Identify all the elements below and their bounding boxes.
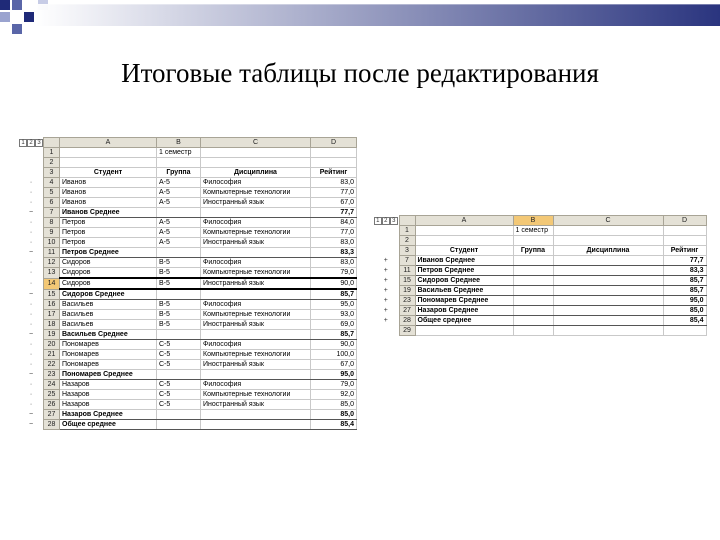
row-header[interactable]: 5 — [44, 188, 60, 198]
row-header[interactable]: 12 — [44, 258, 60, 268]
cell-student[interactable]: Назаров — [60, 400, 157, 410]
row-header[interactable]: 17 — [44, 310, 60, 320]
cell-group[interactable]: С-5 — [157, 350, 201, 360]
cell-discipline[interactable]: Философия — [201, 300, 311, 310]
table-row — [19, 310, 357, 320]
cell-rating[interactable]: 77,7 — [311, 208, 357, 218]
cell-student[interactable] — [415, 326, 513, 336]
cell-student[interactable]: Пономарев — [60, 340, 157, 350]
table-row — [19, 258, 357, 268]
cell-group[interactable]: С-5 — [157, 340, 201, 350]
cell-student[interactable]: Васильев Среднее — [415, 286, 513, 296]
cell-group[interactable]: В-5 — [157, 268, 201, 279]
row-header[interactable]: 13 — [44, 268, 60, 279]
row-header[interactable]: 25 — [44, 390, 60, 400]
cell-discipline[interactable] — [201, 330, 311, 340]
cell-student[interactable]: Назаров — [60, 390, 157, 400]
outline-toggle[interactable]: + — [373, 296, 399, 306]
cell-group[interactable] — [513, 306, 553, 316]
cell-group[interactable]: 1 семестр — [513, 226, 553, 236]
cell-student[interactable] — [60, 148, 157, 158]
outline-level-2-button[interactable]: 2 — [382, 217, 390, 225]
row-header[interactable]: 27 — [399, 306, 415, 316]
cell-rating[interactable]: 77,7 — [663, 256, 706, 266]
outline-toggle: · — [19, 278, 44, 289]
cell-group[interactable]: А-5 — [157, 238, 201, 248]
cell-group[interactable] — [513, 316, 553, 326]
cell-rating[interactable] — [311, 158, 357, 168]
outline-level-buttons[interactable] — [19, 138, 44, 148]
cell-discipline[interactable] — [201, 289, 311, 300]
cell-student[interactable]: Сидоров — [60, 268, 157, 279]
outline-toggle — [373, 246, 399, 256]
outline-toggle — [19, 168, 44, 178]
row-header[interactable]: 27 — [44, 410, 60, 420]
table-row — [19, 188, 357, 198]
cell-group[interactable] — [157, 330, 201, 340]
outline-level-1-button[interactable]: 1 — [374, 217, 382, 225]
cell-discipline[interactable]: Компьютерные технологии — [201, 390, 311, 400]
cell-rating[interactable]: 83,0 — [311, 238, 357, 248]
cell-group[interactable]: В-5 — [157, 258, 201, 268]
table-row — [373, 276, 706, 286]
cell-student[interactable]: Пономарев — [60, 350, 157, 360]
table-row — [19, 340, 357, 350]
cell-student[interactable]: Пономарев — [60, 360, 157, 370]
outline-toggle: · — [19, 310, 44, 320]
cell-student[interactable]: Общее среднее — [415, 316, 513, 326]
outline-toggle[interactable]: − — [19, 410, 44, 420]
cell-discipline[interactable]: Иностранный язык — [201, 400, 311, 410]
table-row — [19, 360, 357, 370]
cell-rating[interactable]: 84,0 — [311, 218, 357, 228]
cell-discipline[interactable] — [553, 236, 663, 246]
row-header[interactable]: 10 — [44, 238, 60, 248]
outline-toggle — [373, 326, 399, 336]
outline-toggle[interactable]: − — [19, 370, 44, 380]
cell-group[interactable] — [157, 248, 201, 258]
table-row — [19, 320, 357, 330]
row-header[interactable]: 29 — [399, 326, 415, 336]
table-row — [19, 278, 357, 289]
row-header[interactable]: 3 — [399, 246, 415, 256]
cell-rating[interactable]: 77,0 — [311, 188, 357, 198]
column-header-c[interactable]: C — [553, 216, 663, 226]
column-header-b[interactable]: B — [157, 138, 201, 148]
cell-discipline[interactable]: Дисциплина — [553, 246, 663, 256]
outline-toggle[interactable]: − — [19, 330, 44, 340]
cell-discipline[interactable] — [201, 370, 311, 380]
cell-discipline[interactable]: Философия — [201, 380, 311, 390]
column-header-c[interactable]: C — [201, 138, 311, 148]
cell-rating[interactable]: 83,0 — [311, 258, 357, 268]
column-header-b[interactable]: B — [513, 216, 553, 226]
table-row — [19, 400, 357, 410]
row-header[interactable]: 9 — [44, 228, 60, 238]
table-row — [19, 380, 357, 390]
cell-group[interactable]: С-5 — [157, 380, 201, 390]
column-header-a[interactable]: A — [415, 216, 513, 226]
table-row — [19, 228, 357, 238]
table-row — [373, 246, 706, 256]
cell-student[interactable]: Петров — [60, 228, 157, 238]
cell-student[interactable]: Назаров Среднее — [415, 306, 513, 316]
table-row — [19, 208, 357, 218]
cell-rating[interactable]: 92,0 — [311, 390, 357, 400]
column-header-d[interactable]: D — [663, 216, 706, 226]
cell-student[interactable]: Петров — [60, 218, 157, 228]
cell-rating[interactable]: 79,0 — [311, 380, 357, 390]
row-header[interactable]: 18 — [44, 320, 60, 330]
cell-student[interactable]: Васильев — [60, 310, 157, 320]
outline-toggle: · — [19, 380, 44, 390]
cell-group[interactable]: А-5 — [157, 228, 201, 238]
outline-toggle: · — [19, 218, 44, 228]
cell-rating[interactable]: 85,7 — [663, 276, 706, 286]
cell-student[interactable]: Петров Среднее — [415, 266, 513, 276]
outline-toggle — [19, 158, 44, 168]
cell-discipline[interactable] — [201, 248, 311, 258]
cell-discipline[interactable]: Иностранный язык — [201, 360, 311, 370]
table-row — [19, 289, 357, 300]
cell-discipline[interactable]: Компьютерные технологии — [201, 228, 311, 238]
cell-student[interactable]: Пономарев Среднее — [415, 296, 513, 306]
cell-student[interactable] — [415, 226, 513, 236]
cell-group[interactable]: А-5 — [157, 178, 201, 188]
cell-rating[interactable]: 67,0 — [311, 360, 357, 370]
row-header[interactable]: 1 — [399, 226, 415, 236]
outline-toggle: · — [19, 188, 44, 198]
cell-rating[interactable]: Рейтинг — [663, 246, 706, 256]
row-header[interactable]: 15 — [399, 276, 415, 286]
cell-group[interactable]: А-5 — [157, 188, 201, 198]
outline-toggle[interactable]: + — [373, 306, 399, 316]
cell-student[interactable]: Назаров — [60, 380, 157, 390]
row-header[interactable]: 3 — [44, 168, 60, 178]
table-row — [373, 226, 706, 236]
cell-rating[interactable]: 100,0 — [311, 350, 357, 360]
cell-rating[interactable]: 83,3 — [311, 248, 357, 258]
cell-student[interactable]: Назаров Среднее — [60, 410, 157, 420]
outline-level-1-button[interactable]: 1 — [19, 139, 27, 147]
cell-discipline[interactable]: Философия — [201, 258, 311, 268]
cell-student[interactable] — [415, 236, 513, 246]
cell-group[interactable] — [157, 370, 201, 380]
outline-toggle: · — [19, 350, 44, 360]
cell-student[interactable]: Студент — [60, 168, 157, 178]
table-row — [19, 300, 357, 310]
cell-group[interactable] — [157, 208, 201, 218]
cell-student[interactable]: Иванов — [60, 198, 157, 208]
table-row — [19, 248, 357, 258]
row-header[interactable]: 8 — [44, 218, 60, 228]
cell-rating[interactable] — [663, 326, 706, 336]
cell-rating[interactable]: 85,4 — [663, 316, 706, 326]
table-row — [19, 268, 357, 279]
table-row — [373, 236, 706, 246]
cell-discipline[interactable] — [553, 316, 663, 326]
row-header[interactable]: 23 — [44, 370, 60, 380]
outline-toggle[interactable]: + — [373, 276, 399, 286]
table-row — [19, 168, 357, 178]
cell-group[interactable] — [513, 266, 553, 276]
outline-toggle: · — [19, 400, 44, 410]
cell-discipline[interactable]: Философия — [201, 218, 311, 228]
row-header[interactable]: 11 — [44, 248, 60, 258]
outline-toggle[interactable]: − — [19, 248, 44, 258]
table-row — [373, 306, 706, 316]
cell-rating[interactable]: 85,0 — [311, 400, 357, 410]
cell-student[interactable]: Сидоров — [60, 278, 157, 289]
table-row — [19, 218, 357, 228]
cell-group[interactable]: В-5 — [157, 300, 201, 310]
outline-toggle[interactable]: + — [373, 256, 399, 266]
table-row — [373, 316, 706, 326]
cell-group[interactable]: В-5 — [157, 320, 201, 330]
cell-group[interactable]: Группа — [157, 168, 201, 178]
cell-group[interactable] — [513, 326, 553, 336]
column-header-d[interactable]: D — [311, 138, 357, 148]
cell-group[interactable]: В-5 — [157, 310, 201, 320]
cell-student[interactable]: Пономарев Среднее — [60, 370, 157, 380]
cell-rating[interactable]: 95,0 — [311, 370, 357, 380]
row-header[interactable]: 6 — [44, 198, 60, 208]
cell-rating[interactable]: 83,3 — [663, 266, 706, 276]
cell-discipline[interactable] — [553, 286, 663, 296]
cell-discipline[interactable] — [201, 148, 311, 158]
table-row — [19, 198, 357, 208]
cell-group[interactable] — [157, 289, 201, 300]
row-header[interactable]: 22 — [44, 360, 60, 370]
cell-group[interactable] — [513, 276, 553, 286]
cell-rating[interactable]: 85,7 — [311, 289, 357, 300]
row-header[interactable]: 15 — [44, 289, 60, 300]
select-all-corner[interactable] — [44, 138, 60, 148]
select-all-corner[interactable] — [399, 216, 415, 226]
cell-student[interactable]: Сидоров Среднее — [60, 289, 157, 300]
outline-toggle[interactable]: − — [19, 208, 44, 218]
cell-rating[interactable]: 85,4 — [311, 420, 357, 430]
table-row — [19, 158, 357, 168]
row-header[interactable]: 2 — [399, 236, 415, 246]
cell-rating[interactable] — [663, 236, 706, 246]
cell-discipline[interactable]: Компьютерные технологии — [201, 268, 311, 279]
table-row — [373, 326, 706, 336]
row-header[interactable]: 26 — [44, 400, 60, 410]
cell-discipline[interactable] — [553, 256, 663, 266]
outline-level-3-button[interactable]: 3 — [390, 217, 398, 225]
row-header[interactable]: 19 — [44, 330, 60, 340]
table-row — [19, 330, 357, 340]
cell-group[interactable] — [157, 420, 201, 430]
outline-toggle: · — [19, 360, 44, 370]
cell-group[interactable]: 1 семестр — [157, 148, 201, 158]
cell-student[interactable]: Петров Среднее — [60, 248, 157, 258]
cell-rating[interactable]: Рейтинг — [311, 168, 357, 178]
cell-discipline[interactable] — [553, 276, 663, 286]
cell-group[interactable] — [513, 236, 553, 246]
cell-discipline[interactable]: Иностранный язык — [201, 238, 311, 248]
cell-student[interactable]: Иванов Среднее — [415, 256, 513, 266]
row-header[interactable]: 7 — [44, 208, 60, 218]
cell-student[interactable]: Общее среднее — [60, 420, 157, 430]
cell-discipline[interactable]: Философия — [201, 340, 311, 350]
cell-group[interactable]: С-5 — [157, 390, 201, 400]
row-header[interactable]: 7 — [399, 256, 415, 266]
cell-rating[interactable]: 85,0 — [311, 410, 357, 420]
cell-rating[interactable]: 69,0 — [311, 320, 357, 330]
cell-rating[interactable]: 85,7 — [663, 286, 706, 296]
row-header[interactable]: 2 — [44, 158, 60, 168]
table-row — [373, 266, 706, 276]
cell-student[interactable]: Сидоров — [60, 258, 157, 268]
cell-discipline[interactable]: Иностранный язык — [201, 320, 311, 330]
cell-rating[interactable]: 79,0 — [311, 268, 357, 279]
table-row — [373, 286, 706, 296]
outline-toggle: · — [19, 320, 44, 330]
cell-discipline[interactable] — [553, 296, 663, 306]
cell-student[interactable]: Петров — [60, 238, 157, 248]
cell-group[interactable]: А-5 — [157, 218, 201, 228]
cell-group[interactable]: В-5 — [157, 278, 201, 289]
cell-discipline[interactable]: Компьютерные технологии — [201, 188, 311, 198]
cell-discipline[interactable] — [201, 208, 311, 218]
outline-toggle: · — [19, 340, 44, 350]
cell-student[interactable]: Иванов Среднее — [60, 208, 157, 218]
outline-toggle: · — [19, 178, 44, 188]
cell-rating[interactable] — [311, 148, 357, 158]
gradient-bar — [36, 4, 720, 26]
cell-group[interactable]: Группа — [513, 246, 553, 256]
outline-toggle — [19, 148, 44, 158]
cell-discipline[interactable] — [553, 326, 663, 336]
cell-group[interactable] — [513, 256, 553, 266]
outline-toggle: · — [19, 268, 44, 279]
spreadsheet-collapsed — [373, 215, 708, 336]
outline-toggle: · — [19, 238, 44, 248]
row-header[interactable]: 20 — [44, 340, 60, 350]
cell-group[interactable]: С-5 — [157, 360, 201, 370]
slide-title: Итоговые таблицы после редактирования — [121, 58, 599, 88]
table-row — [19, 178, 357, 188]
cell-rating[interactable]: 83,0 — [311, 178, 357, 188]
cell-student[interactable]: Иванов — [60, 178, 157, 188]
cell-discipline[interactable] — [201, 420, 311, 430]
spreadsheet-expanded — [19, 137, 360, 430]
table-row — [19, 370, 357, 380]
table-row — [19, 238, 357, 248]
cell-rating[interactable]: 85,0 — [663, 306, 706, 316]
cell-student[interactable]: Студент — [415, 246, 513, 256]
table-row — [19, 410, 357, 420]
cell-student[interactable]: Васильев Среднее — [60, 330, 157, 340]
cell-discipline[interactable]: Иностранный язык — [201, 278, 311, 289]
table-row — [19, 350, 357, 360]
cell-group[interactable] — [157, 158, 201, 168]
cell-rating[interactable]: 93,0 — [311, 310, 357, 320]
table-row — [373, 296, 706, 306]
column-header-a[interactable]: A — [60, 138, 157, 148]
cell-discipline[interactable]: Дисциплина — [201, 168, 311, 178]
outline-level-3-button[interactable]: 3 — [35, 139, 43, 147]
row-header[interactable]: 14 — [44, 278, 60, 289]
outline-toggle: · — [19, 390, 44, 400]
outline-toggle: · — [19, 300, 44, 310]
cell-rating[interactable]: 85,7 — [311, 330, 357, 340]
cell-rating[interactable]: 90,0 — [311, 278, 357, 289]
outline-level-buttons[interactable] — [373, 216, 399, 226]
outline-toggle: · — [19, 258, 44, 268]
row-header[interactable]: 28 — [44, 420, 60, 430]
table-row — [19, 148, 357, 158]
cell-rating[interactable]: 95,0 — [663, 296, 706, 306]
table-row — [19, 420, 357, 430]
cell-student[interactable]: Сидоров Среднее — [415, 276, 513, 286]
cell-student[interactable]: Иванов — [60, 188, 157, 198]
table-row — [373, 256, 706, 266]
cell-discipline[interactable] — [553, 266, 663, 276]
row-header[interactable]: 24 — [44, 380, 60, 390]
slide-decoration — [0, 0, 720, 40]
cell-discipline[interactable] — [201, 158, 311, 168]
cell-rating[interactable]: 77,0 — [311, 228, 357, 238]
cell-student[interactable]: Васильев — [60, 320, 157, 330]
cell-discipline[interactable]: Иностранный язык — [201, 198, 311, 208]
outline-toggle — [373, 226, 399, 236]
cell-group[interactable] — [513, 296, 553, 306]
table-row — [19, 390, 357, 400]
outline-toggle[interactable]: + — [373, 286, 399, 296]
cell-student[interactable]: Васильев — [60, 300, 157, 310]
row-header[interactable]: 1 — [44, 148, 60, 158]
row-header[interactable]: 21 — [44, 350, 60, 360]
outline-level-2-button[interactable]: 2 — [27, 139, 35, 147]
row-header[interactable]: 4 — [44, 178, 60, 188]
cell-group[interactable] — [157, 410, 201, 420]
outline-toggle: · — [19, 198, 44, 208]
cell-discipline[interactable] — [201, 410, 311, 420]
cell-discipline[interactable]: Компьютерные технологии — [201, 350, 311, 360]
row-header[interactable]: 16 — [44, 300, 60, 310]
cell-rating[interactable]: 67,0 — [311, 198, 357, 208]
cell-rating[interactable]: 90,0 — [311, 340, 357, 350]
outline-toggle: · — [19, 228, 44, 238]
row-header[interactable]: 11 — [399, 266, 415, 276]
outline-toggle[interactable]: + — [373, 316, 399, 326]
cell-rating[interactable] — [663, 226, 706, 236]
cell-student[interactable] — [60, 158, 157, 168]
outline-toggle[interactable]: − — [19, 420, 44, 430]
row-header[interactable]: 19 — [399, 286, 415, 296]
cell-group[interactable] — [513, 286, 553, 296]
row-header[interactable]: 23 — [399, 296, 415, 306]
cell-discipline[interactable] — [553, 226, 663, 236]
cell-group[interactable]: С-5 — [157, 400, 201, 410]
cell-discipline[interactable]: Философия — [201, 178, 311, 188]
cell-group[interactable]: А-5 — [157, 198, 201, 208]
outline-toggle[interactable]: − — [19, 289, 44, 300]
row-header[interactable]: 28 — [399, 316, 415, 326]
cell-discipline[interactable] — [553, 306, 663, 316]
cell-discipline[interactable]: Компьютерные технологии — [201, 310, 311, 320]
outline-toggle[interactable]: + — [373, 266, 399, 276]
outline-toggle — [373, 236, 399, 246]
cell-rating[interactable]: 95,0 — [311, 300, 357, 310]
